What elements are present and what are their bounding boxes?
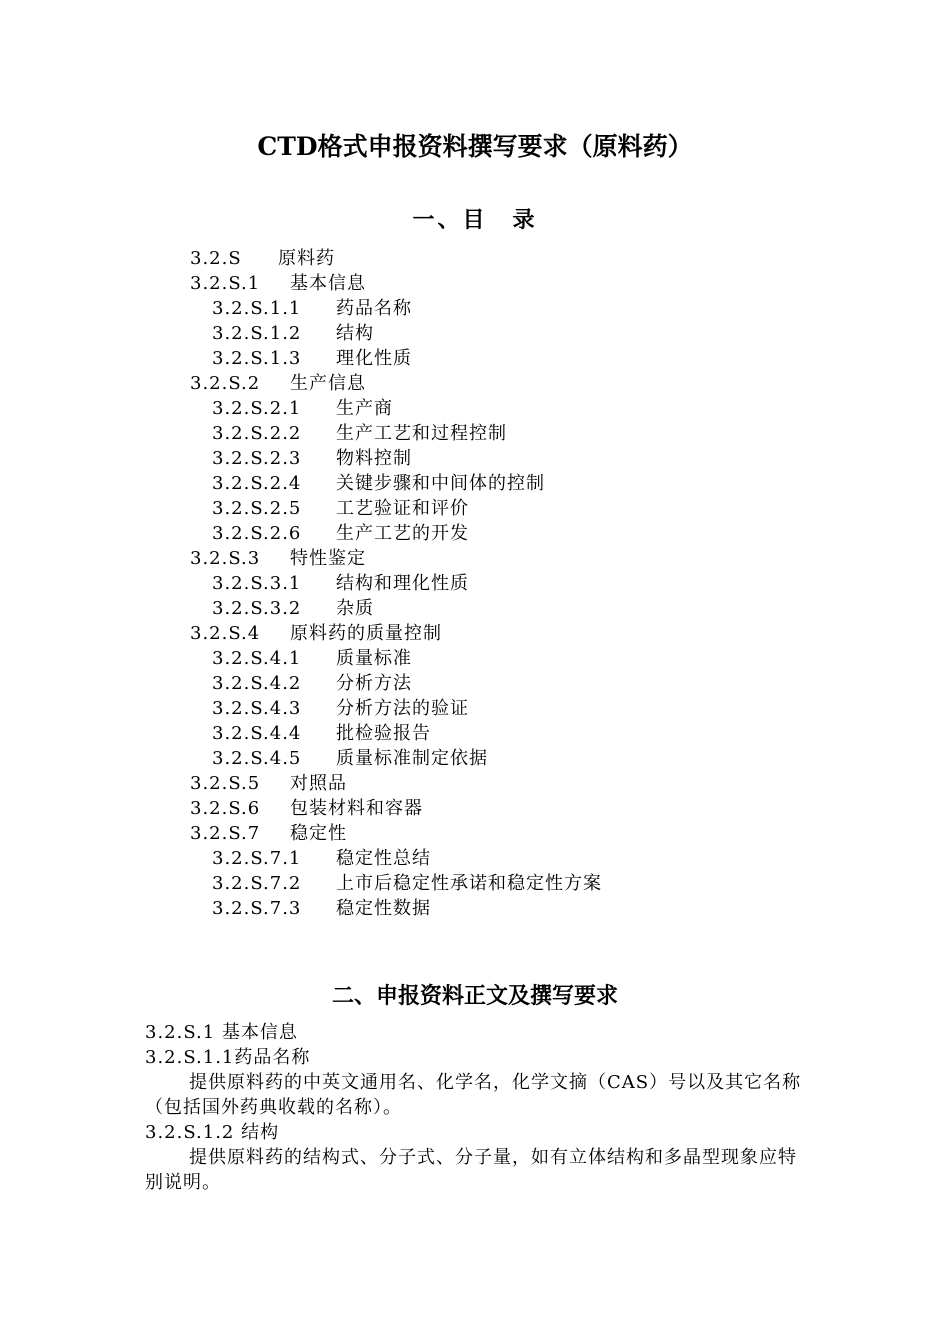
toc-item-number: 3.2.S.4.3 bbox=[212, 698, 302, 719]
section-heading-3-2-s-1-1: 3.2.S.1.1药品名称 bbox=[145, 1047, 311, 1068]
toc-item-label: 杂质 bbox=[336, 598, 374, 619]
toc-item bbox=[0, 371, 950, 396]
toc-item-label: 结构和理化性质 bbox=[336, 573, 469, 594]
toc-item-number: 3.2.S.4 bbox=[190, 623, 261, 644]
toc-item-label: 稳定性总结 bbox=[336, 848, 431, 869]
toc-item-number: 3.2.S.6 bbox=[190, 798, 261, 819]
toc-item bbox=[0, 796, 950, 821]
toc-item-number: 3.2.S.2.4 bbox=[212, 473, 302, 494]
toc-item bbox=[0, 846, 950, 871]
toc-item-label: 特性鉴定 bbox=[290, 548, 366, 569]
body-content bbox=[145, 1020, 810, 1195]
toc-item-number: 3.2.S.1.2 bbox=[212, 323, 302, 344]
toc-item bbox=[0, 571, 950, 596]
toc-item-label: 包装材料和容器 bbox=[290, 798, 423, 819]
section-paragraph-structure: 提供原料药的结构式、分子式、分子量，如有立体结构和多晶型现象应特别说明。 bbox=[145, 1147, 797, 1193]
toc-item-label: 原料药 bbox=[278, 248, 335, 269]
toc-item bbox=[0, 321, 950, 346]
toc-item-number: 3.2.S.5 bbox=[190, 773, 261, 794]
toc-item bbox=[0, 871, 950, 896]
toc-item-number: 3.2.S.2.5 bbox=[212, 498, 302, 519]
toc-item bbox=[0, 246, 950, 271]
toc-item-label: 质量标准制定依据 bbox=[336, 748, 488, 769]
toc-item-number: 3.2.S.4.2 bbox=[212, 673, 302, 694]
toc-item bbox=[0, 496, 950, 521]
toc-item bbox=[0, 396, 950, 421]
toc-item bbox=[0, 721, 950, 746]
toc-item bbox=[0, 471, 950, 496]
toc-item-label: 上市后稳定性承诺和稳定性方案 bbox=[336, 873, 602, 894]
toc-item-label: 生产工艺和过程控制 bbox=[336, 423, 507, 444]
toc-item bbox=[0, 646, 950, 671]
toc-item-number: 3.2.S.2.6 bbox=[212, 523, 302, 544]
document-title: CTD格式申报资料撰写要求（原料药） bbox=[257, 132, 693, 161]
toc-item-number: 3.2.S.2 bbox=[190, 373, 261, 394]
toc-item bbox=[0, 271, 950, 296]
toc-item-number: 3.2.S.1.1 bbox=[212, 298, 302, 319]
section-heading-3-2-s-1-2: 3.2.S.1.2 结构 bbox=[145, 1122, 280, 1143]
toc-item-label: 关键步骤和中间体的控制 bbox=[336, 473, 545, 494]
toc-item-number: 3.2.S.3.1 bbox=[212, 573, 302, 594]
toc-item-number: 3.2.S.7.2 bbox=[212, 873, 302, 894]
toc-item bbox=[0, 671, 950, 696]
toc-item-number: 3.2.S bbox=[190, 248, 242, 269]
toc-item-label: 分析方法 bbox=[336, 673, 412, 694]
toc-item-number: 3.2.S.7.3 bbox=[212, 898, 302, 919]
toc-item bbox=[0, 821, 950, 846]
toc-item-label: 分析方法的验证 bbox=[336, 698, 469, 719]
toc-item-label: 药品名称 bbox=[336, 298, 412, 319]
body-section-heading: 二、申报资料正文及撰写要求 bbox=[331, 984, 618, 1009]
toc-item-label: 质量标准 bbox=[336, 648, 412, 669]
toc-item-label: 生产工艺的开发 bbox=[336, 523, 469, 544]
toc-item-label: 原料药的质量控制 bbox=[290, 623, 442, 644]
toc-item-number: 3.2.S.2.3 bbox=[212, 448, 302, 469]
toc-item bbox=[0, 896, 950, 921]
toc-item bbox=[0, 296, 950, 321]
toc-item bbox=[0, 346, 950, 371]
toc-item-number: 3.2.S.3 bbox=[190, 548, 261, 569]
toc-item-number: 3.2.S.4.1 bbox=[212, 648, 302, 669]
toc-item bbox=[0, 446, 950, 471]
toc-item-number: 3.2.S.1 bbox=[190, 273, 261, 294]
toc-item-number: 3.2.S.2.2 bbox=[212, 423, 302, 444]
toc-item-label: 对照品 bbox=[290, 773, 347, 794]
toc-item-label: 生产商 bbox=[336, 398, 393, 419]
toc-item bbox=[0, 696, 950, 721]
toc-item-number: 3.2.S.4.5 bbox=[212, 748, 302, 769]
toc-item-label: 生产信息 bbox=[290, 373, 366, 394]
toc-item-number: 3.2.S.7 bbox=[190, 823, 261, 844]
toc-item bbox=[0, 546, 950, 571]
toc-item-label: 理化性质 bbox=[336, 348, 412, 369]
toc-item-number: 3.2.S.4.4 bbox=[212, 723, 302, 744]
toc-item-label: 结构 bbox=[336, 323, 374, 344]
table-of-contents bbox=[0, 246, 950, 921]
section-heading-3-2-s-1: 3.2.S.1 基本信息 bbox=[145, 1022, 298, 1043]
toc-item-label: 稳定性数据 bbox=[336, 898, 431, 919]
toc-heading: 一、目 录 bbox=[412, 208, 538, 233]
toc-item-number: 3.2.S.1.3 bbox=[212, 348, 302, 369]
toc-item-label: 稳定性 bbox=[290, 823, 347, 844]
toc-item bbox=[0, 521, 950, 546]
toc-item-number: 3.2.S.2.1 bbox=[212, 398, 302, 419]
toc-item-number: 3.2.S.3.2 bbox=[212, 598, 302, 619]
toc-item-label: 基本信息 bbox=[290, 273, 366, 294]
toc-item-label: 批检验报告 bbox=[336, 723, 431, 744]
toc-item bbox=[0, 421, 950, 446]
toc-item bbox=[0, 771, 950, 796]
toc-item bbox=[0, 746, 950, 771]
toc-item-label: 工艺验证和评价 bbox=[336, 498, 469, 519]
toc-item bbox=[0, 596, 950, 621]
toc-item-label: 物料控制 bbox=[336, 448, 412, 469]
toc-item-number: 3.2.S.7.1 bbox=[212, 848, 302, 869]
toc-item bbox=[0, 621, 950, 646]
section-paragraph-drug-name: 提供原料药的中英文通用名、化学名，化学文摘（CAS）号以及其它名称（包括国外药典收载的名称）。 bbox=[145, 1072, 802, 1118]
